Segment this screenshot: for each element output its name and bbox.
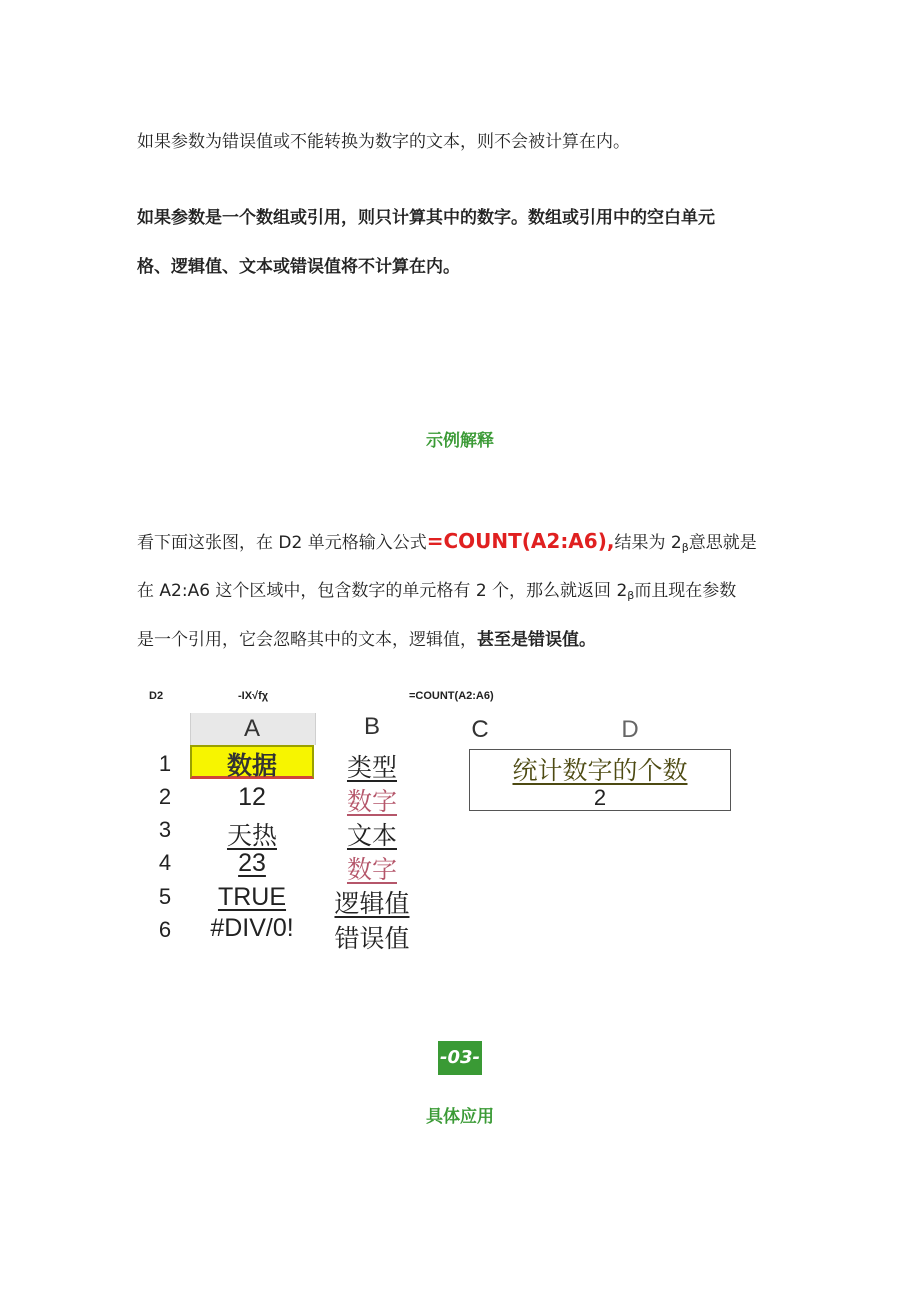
row-number-3: 3 — [158, 817, 172, 842]
subscript-mark: β — [681, 541, 689, 554]
cell-d1[interactable]: 统计数字的个数 — [512, 757, 688, 785]
cell-a3[interactable]: 天热 — [226, 822, 277, 850]
example-line-2 — [137, 579, 736, 608]
row-number-2: 2 — [158, 784, 172, 809]
example-line-1-text-b: 结果为 2 — [614, 533, 682, 553]
cell-a1[interactable]: 数据 — [226, 752, 277, 780]
paragraph-invalid-params: 如果参数为错误值或不能转换为数字的文本，则不会被计算在内。 — [137, 132, 630, 152]
column-header-a: A — [243, 715, 260, 742]
formula-bar-text: =COUNT(A2:A6) — [409, 690, 494, 702]
cell-b2[interactable]: 数字 — [346, 788, 397, 816]
section-title-application: 具体应用 — [426, 1107, 494, 1127]
cell-b3[interactable]: 文本 — [346, 822, 397, 850]
subscript-mark: β — [627, 589, 635, 602]
cell-b4[interactable]: 数字 — [346, 856, 397, 884]
example-line-1-text-c: 意思就是 — [688, 533, 757, 553]
example-line-3-bold: 甚至是错误值。 — [477, 630, 596, 650]
name-box: D2 — [149, 690, 164, 702]
column-header-c: C — [471, 716, 489, 743]
example-line-1-text-a: 看下面这张图，在 D2 单元格输入公式 — [137, 533, 427, 553]
cell-a5[interactable]: TRUE — [217, 883, 287, 911]
cell-b5[interactable]: 逻辑值 — [334, 890, 410, 918]
column-header-d: D — [621, 716, 639, 743]
example-line-2-text-a: 在 A2:A6 这个区域中，包含数字的单元格有 2 个，那么就返回 2 — [137, 581, 628, 601]
row-number-5: 5 — [158, 884, 172, 909]
example-line-3-text-a: 是一个引用，它会忽略其中的文本，逻辑值， — [137, 630, 477, 650]
formula-bar-controls: -IX√fχ — [238, 690, 269, 702]
column-header-b: B — [363, 713, 380, 740]
row-number-4: 4 — [158, 850, 172, 875]
cell-a2[interactable]: 12 — [238, 783, 266, 811]
section-number-badge: -03- — [438, 1041, 482, 1075]
row-number-1: 1 — [158, 751, 172, 776]
section-title-example: 示例解释 — [426, 431, 494, 451]
cell-a6[interactable]: #DIV/0! — [210, 914, 294, 942]
cell-b6[interactable]: 错误值 — [334, 925, 410, 953]
formula-highlight: =COUNT(A2:A6), — [426, 529, 615, 553]
example-line-3 — [137, 628, 596, 652]
example-line-1 — [137, 529, 757, 560]
row-number-6: 6 — [158, 917, 172, 942]
cell-b1[interactable]: 类型 — [346, 754, 397, 782]
paragraph-array-ref-line2: 格、逻辑值、文本或错误值将不计算在内。 — [137, 257, 460, 277]
example-line-2-text-b: 而且现在参数 — [634, 581, 737, 601]
cell-d2[interactable]: 2 — [593, 785, 607, 810]
cell-a4[interactable]: 23 — [238, 849, 266, 877]
paragraph-array-ref-line1: 如果参数是一个数组或引用，则只计算其中的数字。数组或引用中的空白单元 — [137, 208, 715, 228]
